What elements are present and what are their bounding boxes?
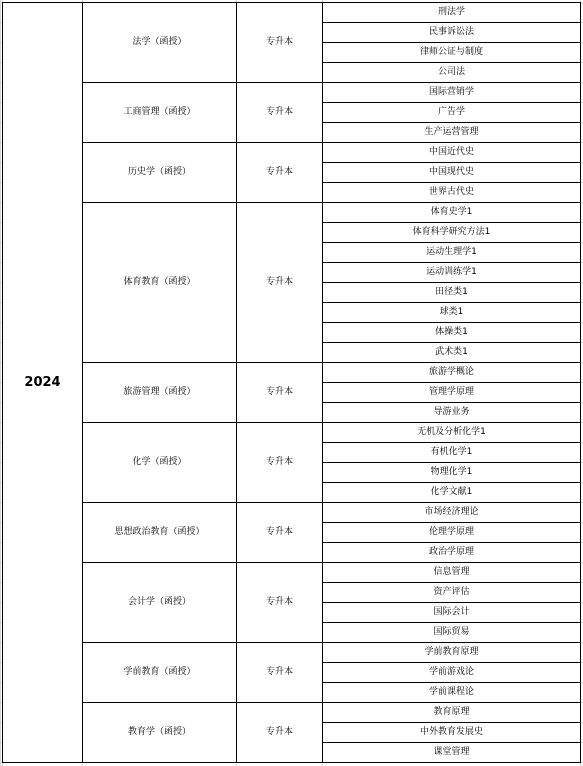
course-cell[interactable]: [322, 622, 581, 643]
course-cell[interactable]: [322, 302, 581, 323]
course-cell[interactable]: [322, 462, 581, 483]
year-cell[interactable]: [2, 2, 83, 763]
course-cell[interactable]: [322, 502, 581, 523]
major-cell[interactable]: [82, 562, 237, 643]
level-cell-text: 专升本: [265, 457, 293, 467]
course-cell[interactable]: [322, 242, 581, 263]
course-cell[interactable]: [322, 42, 581, 63]
level-cell[interactable]: [236, 562, 323, 643]
major-cell-text: 学前教育（函授）: [123, 667, 196, 677]
course-cell-text: 生产运营管理: [424, 127, 479, 137]
course-cell-text: 管理学原理: [428, 387, 474, 397]
gridline: [0, 0, 1, 766]
course-cell-text: 国际会计: [433, 607, 470, 617]
course-cell-text: 无机及分析化学1: [417, 427, 486, 437]
major-cell[interactable]: [82, 642, 237, 703]
course-cell-text: 中外教育发展史: [419, 727, 483, 737]
course-cell[interactable]: [322, 682, 581, 703]
level-cell-text: 专升本: [265, 667, 293, 677]
course-cell[interactable]: [322, 602, 581, 623]
course-cell-text: 市场经济理论: [424, 507, 479, 517]
course-cell[interactable]: [322, 402, 581, 423]
course-cell-text: 伦理学原理: [428, 527, 474, 537]
course-cell-text: 学前教育原理: [424, 647, 479, 657]
course-cell-text: 中国近代史: [428, 147, 474, 157]
course-cell[interactable]: [322, 542, 581, 563]
level-cell[interactable]: [236, 702, 323, 763]
level-cell[interactable]: [236, 142, 323, 203]
course-cell[interactable]: [322, 642, 581, 663]
major-cell-text: 思想政治教育（函授）: [114, 527, 205, 537]
course-cell[interactable]: [322, 182, 581, 203]
course-cell-text: 球类1: [439, 307, 464, 317]
major-cell-text: 历史学（函授）: [127, 167, 191, 177]
level-cell-text: 专升本: [265, 167, 293, 177]
course-cell-text: 世界古代史: [428, 187, 474, 197]
course-cell-text: 课堂管理: [433, 747, 470, 757]
course-cell[interactable]: [322, 62, 581, 83]
course-cell[interactable]: [322, 282, 581, 303]
major-cell[interactable]: [82, 362, 237, 423]
major-cell[interactable]: [82, 82, 237, 143]
major-cell[interactable]: [82, 422, 237, 503]
major-cell[interactable]: [82, 702, 237, 763]
level-cell-text: 专升本: [265, 107, 293, 117]
course-cell[interactable]: [322, 722, 581, 743]
course-cell[interactable]: [322, 322, 581, 343]
major-cell-text: 体育教育（函授）: [123, 277, 196, 287]
course-cell-text: 信息管理: [433, 567, 470, 577]
course-cell[interactable]: [322, 162, 581, 183]
course-cell[interactable]: [322, 382, 581, 403]
course-cell[interactable]: [322, 82, 581, 103]
major-cell-text: 法学（函授）: [132, 37, 187, 47]
level-cell-text: 专升本: [265, 727, 293, 737]
course-cell[interactable]: [322, 362, 581, 383]
course-cell-text: 有机化学1: [430, 447, 473, 457]
course-cell[interactable]: [322, 142, 581, 163]
course-cell-text: 资产评估: [433, 587, 470, 597]
course-cell-text: 中国现代史: [428, 167, 474, 177]
level-cell-text: 专升本: [265, 527, 293, 537]
level-cell-text: 专升本: [265, 387, 293, 397]
level-cell[interactable]: [236, 642, 323, 703]
major-cell-text: 教育学（函授）: [127, 727, 191, 737]
course-cell-text: 武术类1: [435, 347, 468, 357]
course-cell[interactable]: [322, 422, 581, 443]
course-cell[interactable]: [322, 582, 581, 603]
course-cell-text: 导游业务: [433, 407, 470, 417]
course-cell[interactable]: [322, 2, 581, 23]
course-cell-text: 运动训练学1: [426, 267, 477, 277]
course-cell-text: 教育原理: [433, 707, 470, 717]
course-cell-text: 民事诉讼法: [428, 27, 474, 37]
course-cell-text: 化学文献1: [430, 487, 473, 497]
course-cell[interactable]: [322, 342, 581, 363]
level-cell[interactable]: [236, 2, 323, 83]
major-cell[interactable]: [82, 502, 237, 563]
major-cell-text: 化学（函授）: [132, 457, 187, 467]
level-cell-text: 专升本: [265, 37, 293, 47]
course-cell[interactable]: [322, 562, 581, 583]
course-cell-text: 体育科学研究方法1: [412, 227, 491, 237]
course-cell[interactable]: [322, 662, 581, 683]
level-cell-text: 专升本: [265, 277, 293, 287]
course-cell-text: 学前课程论: [428, 687, 474, 697]
major-cell[interactable]: [82, 2, 237, 83]
course-cell[interactable]: [322, 742, 581, 763]
course-cell-text: 国际贸易: [433, 627, 470, 637]
course-cell-text: 学前游戏论: [428, 667, 474, 677]
level-cell[interactable]: [236, 502, 323, 563]
course-cell-text: 律师公证与制度: [419, 47, 483, 57]
level-cell[interactable]: [236, 362, 323, 423]
course-cell-text: 运动生理学1: [426, 247, 477, 257]
course-cell[interactable]: [322, 442, 581, 463]
course-cell-text: 国际营销学: [428, 87, 474, 97]
course-cell[interactable]: [322, 482, 581, 503]
course-cell-text: 田径类1: [435, 287, 468, 297]
course-cell[interactable]: [322, 262, 581, 283]
course-cell-text: 体操类1: [435, 327, 468, 337]
level-cell[interactable]: [236, 202, 323, 363]
level-cell[interactable]: [236, 82, 323, 143]
course-cell[interactable]: [322, 222, 581, 243]
course-cell-text: 公司法: [437, 67, 465, 77]
course-cell-text: 刑法学: [437, 7, 465, 17]
major-cell-text: 工商管理（函授）: [123, 107, 196, 117]
course-cell-text: 物理化学1: [430, 467, 473, 477]
major-cell-text: 会计学（函授）: [127, 597, 191, 607]
course-cell-text: 广告学: [437, 107, 465, 117]
major-cell[interactable]: [82, 202, 237, 363]
major-cell-text: 旅游管理（函授）: [123, 387, 196, 397]
course-cell[interactable]: [322, 102, 581, 123]
year-cell-text: 2024: [24, 375, 61, 390]
course-cell[interactable]: [322, 22, 581, 43]
course-cell-text: 体育史学1: [430, 207, 473, 217]
course-cell[interactable]: [322, 702, 581, 723]
course-cell-text: 旅游学概论: [428, 367, 474, 377]
level-cell[interactable]: [236, 422, 323, 503]
course-cell-text: 政治学原理: [428, 547, 474, 557]
course-cell[interactable]: [322, 122, 581, 143]
course-cell[interactable]: [322, 522, 581, 543]
course-cell[interactable]: [322, 202, 581, 223]
major-cell[interactable]: [82, 142, 237, 203]
level-cell-text: 专升本: [265, 597, 293, 607]
